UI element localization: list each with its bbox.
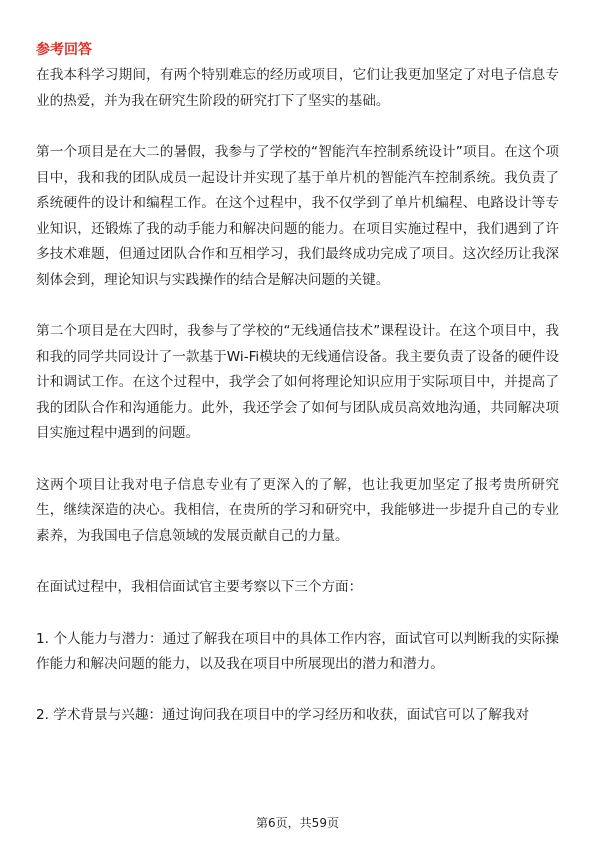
list-item-academic: 2. 学术背景与兴趣：通过询问我在项目中的学习经历和收获，面试官可以了解我对 xyxy=(36,706,530,723)
list-item-ability: 1. 个人能力与潜力：通过了解我在项目中的具体工作内容，面试官可以判断我的实际操作能力和解决问题的能力，以及我在项目中所展现出的潜力和潜力。 xyxy=(36,630,559,672)
paragraph-project-one: 第一个项目是在大二的暑假，我参与了学校的“智能汽车控制系统设计”项目。在这个项目中，我和我的团队成员一起设计并实现了基于单片机的智能汽车控制系统。我负责了系统硬件的设计和编程工作。在这个过程中，我不仅学到了单片机编程、电路设计等专业知识，还锻炼了我的动手能力和解决问题的能力。在项目实施过程中，我们遇到了许多技术难题，但通过团队合作和互相学习，我们最终成功完成了项目。这次经历让我深刻体会到，理论知识与实践操作的结合是解决问题的关键。 xyxy=(36,144,559,288)
section-heading: 参考回答 xyxy=(36,42,92,58)
paragraph-intro: 在我本科学习期间，有两个特别难忘的经历或项目，它们让我更加坚定了对电子信息专业的热爱，并为我在研究生阶段的研究打下了坚实的基础。 xyxy=(36,67,559,109)
page-number-footer: 第6页，共59页 xyxy=(256,816,339,830)
paragraph-gap xyxy=(36,678,559,703)
paragraph-gap xyxy=(36,114,559,140)
paragraph-project-two: 第二个项目是在大四时，我参与了学校的“无线通信技术”课程设计。在这个项目中，我和我的同学共同设计了一款基于Wi-Fi模块的无线通信设备。我主要负责了设备的硬件设计和调试工作。在这个过程中，我学会了如何将理论知识应用于实际项目中，并提高了我的团队合作和沟通能力。此外，我还学会了如何与团队成员高效地沟通，共同解决项目实施过程中遇到的问题。 xyxy=(36,323,559,441)
paragraph-gap xyxy=(36,447,559,473)
paragraph-interview-intro: 在面试过程中，我相信面试官主要考察以下三个方面： xyxy=(36,579,363,595)
paragraph-gap xyxy=(36,601,559,627)
paragraph-gap xyxy=(36,293,559,319)
paragraph-conclusion: 这两个项目让我对电子信息专业有了更深入的了解，也让我更加坚定了报考贵所研究生，继续深造的决心。我相信，在贵所的学习和研究中，我能够进一步提升自己的专业素养，为我国电子信息领域的发展贡献自己的力量。 xyxy=(36,476,559,544)
paragraph-gap xyxy=(36,549,559,575)
